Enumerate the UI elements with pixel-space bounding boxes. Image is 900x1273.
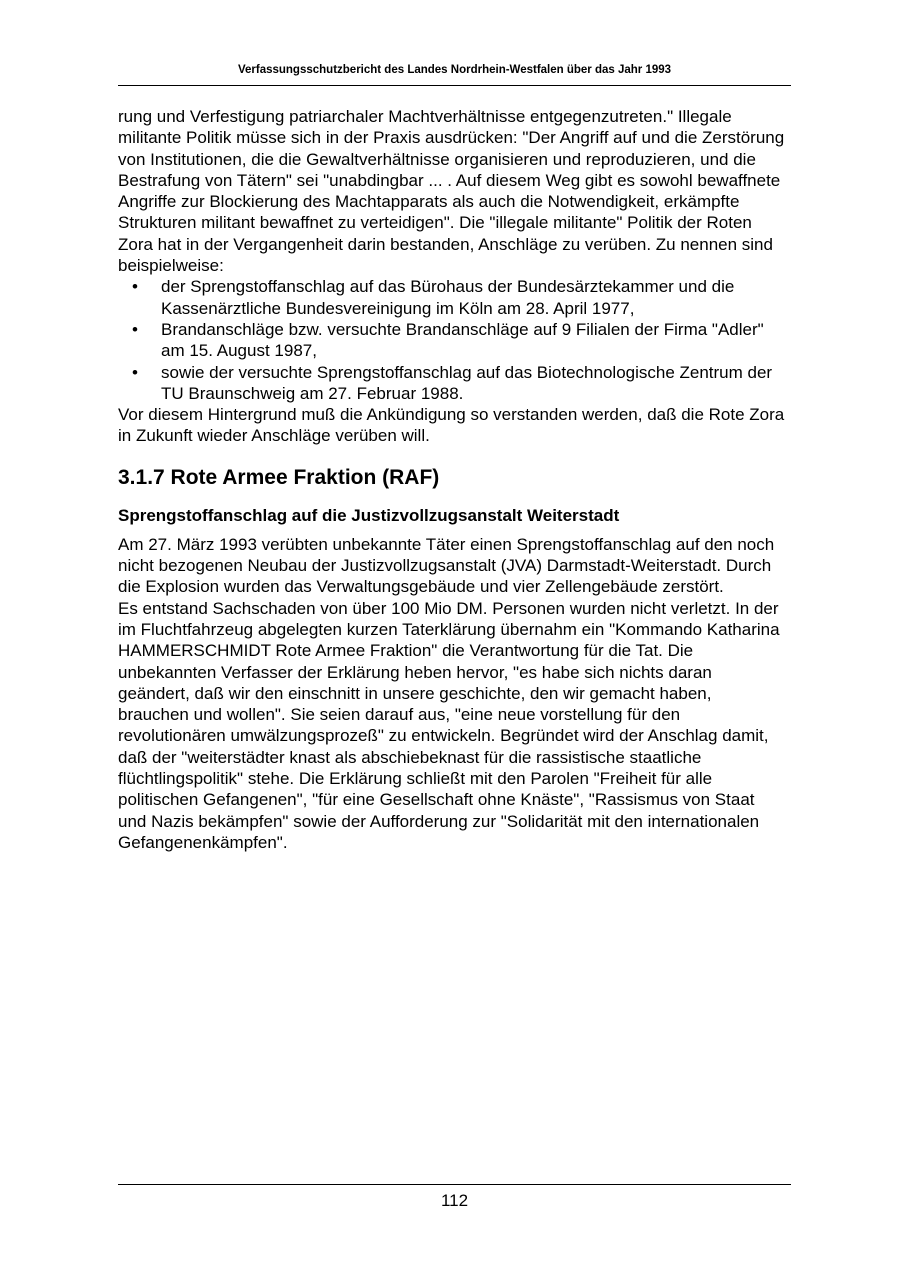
section-paragraph-1: Am 27. März 1993 verübten unbekannte Täter einen Sprengstoffanschlag auf den noch nicht bezogenen Neubau der Justizvollzugsanstalt (JVA) Darmstadt-Weiterstadt. Durch die Explosion wurden das Verwaltungsgebäude und vier Zellengebäude zerstört. xyxy=(118,534,775,597)
document-body xyxy=(118,106,786,853)
intro-paragraph: rung und Verfestigung patriarchaler Machtverhältnisse entgegenzutreten." Illegale militante Politik müsse sich in der Praxis ausdrücken: "Der Angriff auf und die Zerstörung von Institutionen, die die Gewaltverhältnisse organisieren und reproduzieren, und die Bestrafung von Tätern" sei "unabdingbar ... . Auf diesem Weg gibt es sowohl bewaffnete Angriffe zur Blockierung des Machtapparats als auch die Notwendigkeit, erkämpfte Strukturen militant bewaffnet zu verteidigen". Die "illegale militante" Politik der Roten Zora hat in der Vergangenheit darin bestanden, Anschläge zu verüben. Zu nennen sind beispielweise: xyxy=(118,107,785,276)
list-item xyxy=(118,362,786,405)
list-item-text: Brandanschläge bzw. versuchte Brandanschläge auf 9 Filialen der Firma "Adler" am 15. August 1987, xyxy=(161,319,764,361)
closing-paragraph: Vor diesem Hintergrund muß die Ankündigung so verstanden werden, daß die Rote Zora in Zukunft wieder Anschläge verüben will. xyxy=(118,405,785,446)
list-item xyxy=(118,319,786,362)
page-number: 112 xyxy=(440,1191,469,1210)
bullet-icon: • xyxy=(132,277,138,297)
bullet-icon: • xyxy=(132,319,138,339)
footer-divider xyxy=(118,1184,791,1185)
list-item xyxy=(118,276,786,319)
bullet-icon: • xyxy=(132,362,138,382)
section-paragraph-2: Es entstand Sachschaden von über 100 Mio DM. Personen wurden nicht verletzt. In der im Fluchtfahrzeug abgelegten kurzen Taterklärung übernahm ein "Kommando Katharina HAMMERSCHMIDT Rote Armee Fraktion" die Verantwortung für die Tat. Die unbekannten Verfasser der Erklärung heben hervor, "es habe sich nichts daran geändert, daß wir den einschnitt in unsere geschichte, den wir gemacht haben, brauchen und wollen". Sie seien darauf aus, "eine neue vorstellung für den revolutionären umwälzungsprozeß" zu entwickeln. Begründet wird der Anschlag damit, daß der "weiterstädter knast als abschiebeknast für die rassistische staatliche flüchtlingspolitik" stehe. Die Erklärung schließt mit den Parolen "Freiheit für alle politischen Gefangenen", "für eine Gesellschaft ohne Knäste", "Rassismus von Staat und Nazis bekämpfen" sowie der Aufforderung zur "Solidarität mit den internationalen Gefangenenkämpfen". xyxy=(118,598,780,852)
section-heading: 3.1.7 Rote Armee Fraktion (RAF) xyxy=(118,465,440,489)
list-item-text: sowie der versuchte Sprengstoffanschlag auf das Biotechnologische Zentrum der TU Braunschweig am 27. Februar 1988. xyxy=(161,362,773,403)
header-divider xyxy=(118,85,791,86)
bullet-list xyxy=(118,276,786,404)
list-item-text: der Sprengstoffanschlag auf das Bürohaus der Bundesärztekammer und die Kassenärztliche Bundesvereinigung im Köln am 28. April 1977, xyxy=(161,277,735,318)
section-subheading: Sprengstoffanschlag auf die Justizvollzugsanstalt Weiterstadt xyxy=(118,505,620,525)
running-header: Verfassungsschutzbericht des Landes Nordrhein-Westfalen über das Jahr 1993 xyxy=(237,64,672,76)
